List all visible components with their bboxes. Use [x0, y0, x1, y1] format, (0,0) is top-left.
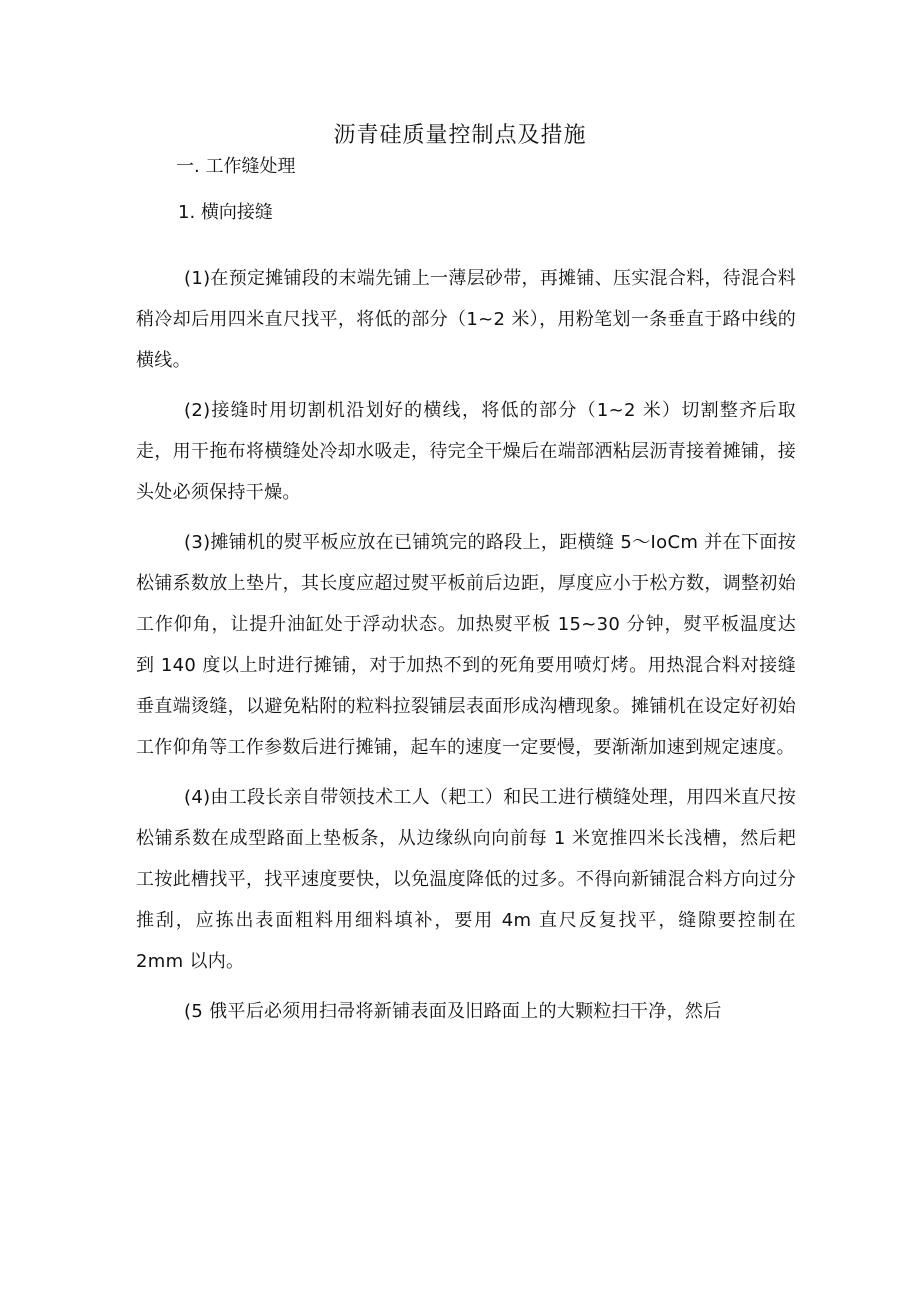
sub-heading: 1. 横向接缝: [178, 202, 273, 223]
paragraph-1: (1)在预定摊铺段的末端先铺上一薄层砂带，再摊铺、压实混合料，待混合料稍冷却后用四米直尺找平，将低的部分（1~2 米），用粉笔划一条垂直于路中线的横线。: [136, 268, 796, 371]
paragraph-2: (2)接缝时用切割机沿划好的横线，将低的部分（1~2 米）切割整齐后取走，用干拖布将横缝处冷却水吸走，待完全干燥后在端部洒粘层沥青接着摊铺，接头处必须保持干燥。: [136, 400, 796, 503]
paragraph-3: (3)摊铺机的熨平板应放在已铺筑完的路段上，距横缝 5～IoCm 并在下面按松铺系数放上垫片，其长度应超过熨平板前后边距，厚度应小于松方数，调整初始工作仰角，让提升油缸处于浮动状态。加热熨平板 15~30 分钟，熨平板温度达到 140 度以上时进行摊铺，对于加热不到的死角要用喷灯烤。用热混合料对接缝垂直端烫缝，以避免粘附的粒料拉裂铺层表面形成沟槽现象。摊铺机在设定好初始工作仰角等工作参数后进行摊铺，起车的速度一定要慢，要渐渐加速到规定速度。: [136, 532, 796, 758]
section-heading: 一. 工作缝处理: [176, 156, 296, 177]
paragraph-5: (5 俄平后必须用扫帚将新铺表面及旧路面上的大颗粒扫干净，然后: [184, 1001, 722, 1022]
document-title: 沥青硅质量控制点及措施: [333, 123, 587, 148]
document-body: [136, 258, 796, 1041]
paragraph-4: (4)由工段长亲自带领技术工人（耙工）和民工进行横缝处理，用四米直尺按松铺系数在成型路面上垫板条，从边缘纵向向前每 1 米宽推四米长浅槽，然后耙工按此槽找平，找平速度要快，以免温度降低的过多。不得向新铺混合料方向过分推刮，应拣出表面粗料用细料填补，要用 4m 直尺反复找平，缝隙要控制在 2mm 以内。: [136, 787, 796, 972]
